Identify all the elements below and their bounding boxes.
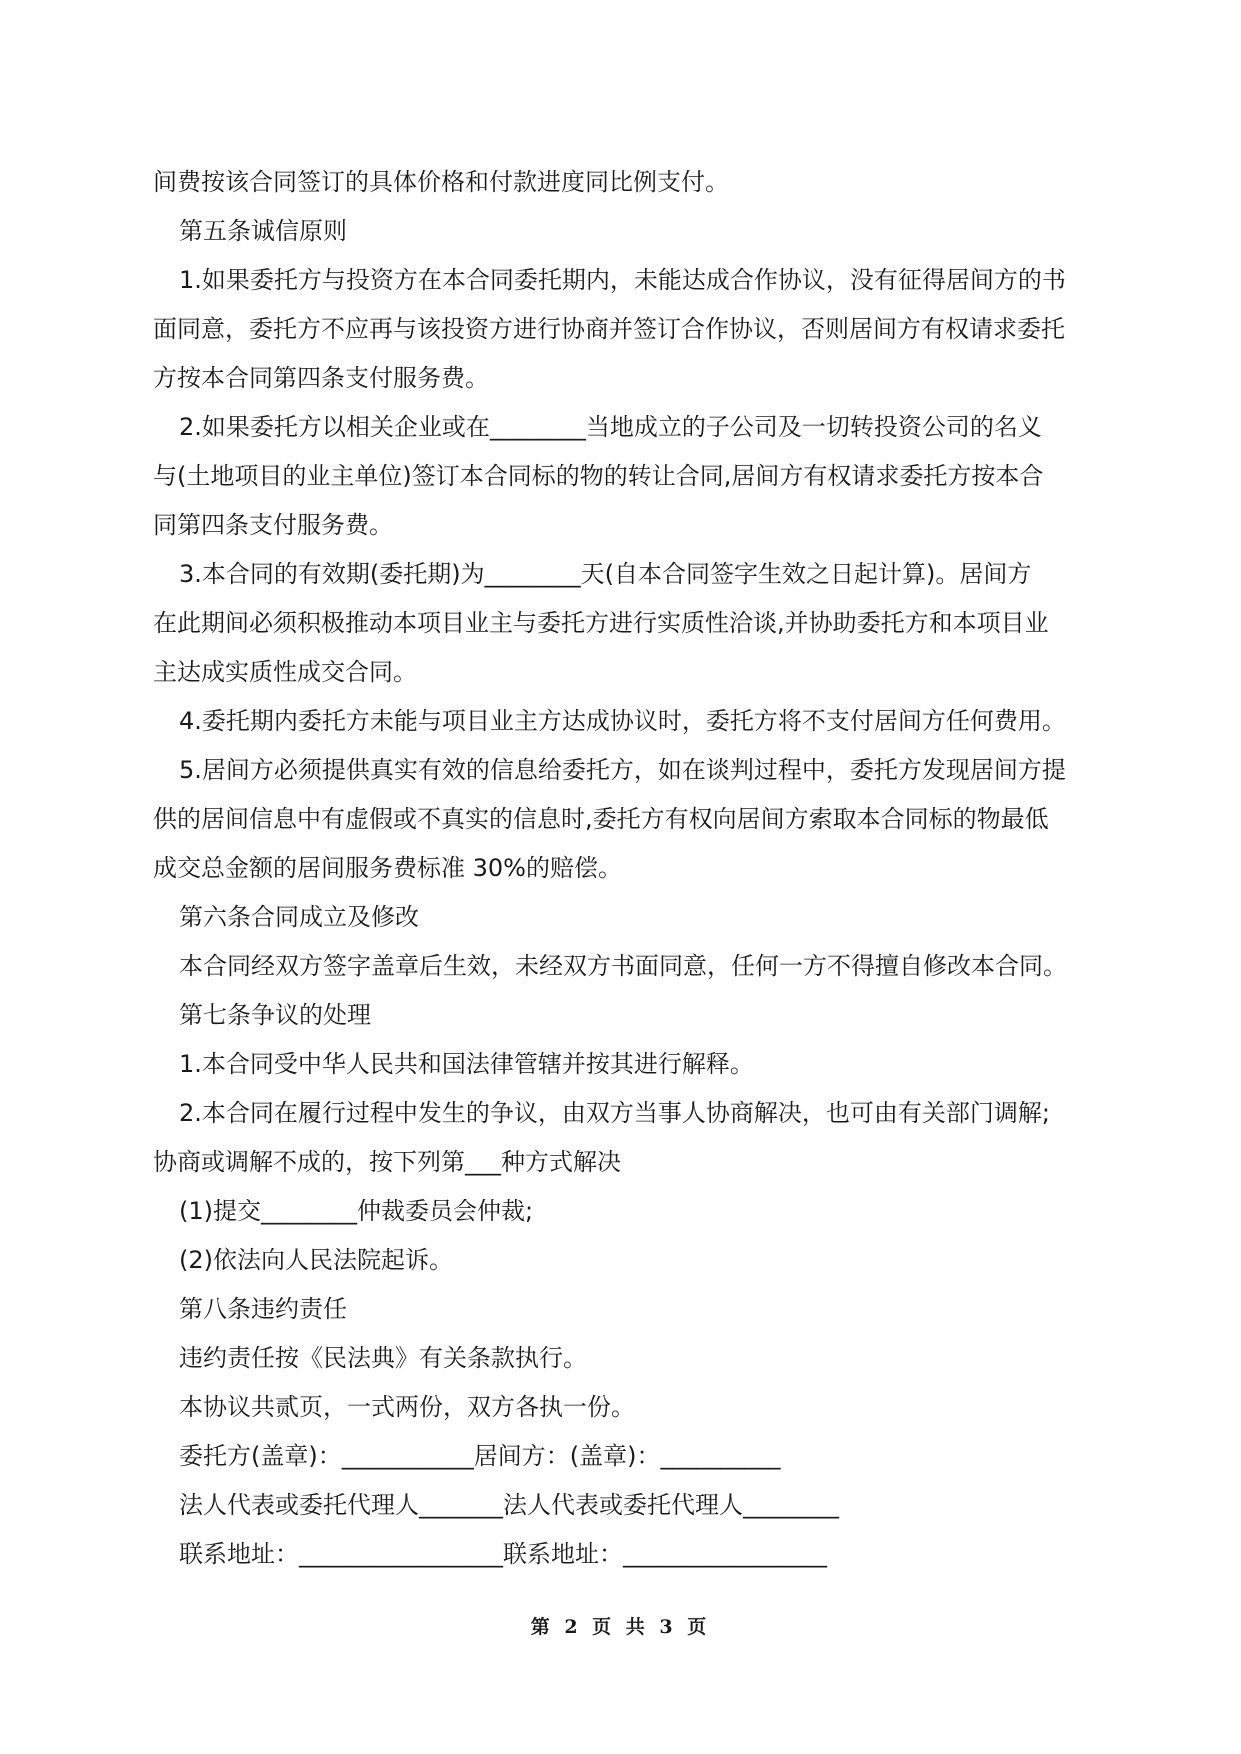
text-line: (2)依法向人民法院起诉。 <box>179 1246 453 1274</box>
text-line: (1)提交________仲裁委员会仲裁; <box>179 1197 534 1225</box>
text-line: 方按本合同第四条支付服务费。 <box>153 364 489 392</box>
text-line: 3.本合同的有效期(委托期)为________天(自本合同签字生效之日起计算)。居间方 <box>179 560 1032 588</box>
text-line: 本合同经双方签字盖章后生效，未经双方书面同意，任何一方不得擅自修改本合同。 <box>179 952 1067 980</box>
text-line: 2.本合同在履行过程中发生的争议，由双方当事人协商解决，也可由有关部门调解; <box>179 1099 1050 1127</box>
signature-line: 法人代表或委托代理人_______法人代表或委托代理人________ <box>179 1491 839 1519</box>
text-line: 4.委托期内委托方未能与项目业主方达成协议时，委托方将不支付居间方任何费用。 <box>179 707 1066 735</box>
text-line: 在此期间必须积极推动本项目业主与委托方进行实质性洽谈,并协助委托方和本项目业 <box>153 609 1049 637</box>
text-line: 成交总金额的居间服务费标准 30%的赔偿。 <box>153 854 622 882</box>
text-line: 本协议共贰页，一式两份，双方各执一份。 <box>179 1393 635 1421</box>
section-heading-7: 第七条争议的处理 <box>179 1001 371 1029</box>
page-number: 第 2 页 共 3 页 <box>530 1616 711 1638</box>
text-line: 1.本合同受中华人民共和国法律管辖并按其进行解释。 <box>179 1050 754 1078</box>
text-line: 与(土地项目的业主单位)签订本合同标的物的转让合同,居间方有权请求委托方按本合 <box>153 462 1044 490</box>
signature-line: 联系地址：_________________联系地址：_________________ <box>179 1540 827 1568</box>
section-heading-5: 第五条诚信原则 <box>179 217 347 245</box>
text-line: 同第四条支付服务费。 <box>153 511 393 539</box>
section-heading-8: 第八条违约责任 <box>179 1295 347 1323</box>
text-line: 违约责任按《民法典》有关条款执行。 <box>179 1344 587 1372</box>
document-body <box>153 158 1093 1579</box>
text-line: 面同意，委托方不应再与该投资方进行协商并签订合作协议，否则居间方有权请求委托 <box>153 315 1065 343</box>
text-line: 5.居间方必须提供真实有效的信息给委托方，如在谈判过程中，委托方发现居间方提 <box>179 756 1066 784</box>
section-heading-6: 第六条合同成立及修改 <box>179 903 419 931</box>
text-line: 间费按该合同签订的具体价格和付款进度同比例支付。 <box>153 168 729 196</box>
text-line: 2.如果委托方以相关企业或在________当地成立的子公司及一切转投资公司的名义 <box>179 413 1042 441</box>
text-line: 1.如果委托方与投资方在本合同委托期内，未能达成合作协议，没有征得居间方的书 <box>179 266 1066 294</box>
text-line: 协商或调解不成的，按下列第___种方式解决 <box>153 1148 621 1176</box>
text-line: 主达成实质性成交合同。 <box>153 658 417 686</box>
signature-line: 委托方(盖章)：___________居间方：(盖章)：__________ <box>179 1442 781 1470</box>
text-line: 供的居间信息中有虚假或不真实的信息时,委托方有权向居间方索取本合同标的物最低 <box>153 805 1049 833</box>
